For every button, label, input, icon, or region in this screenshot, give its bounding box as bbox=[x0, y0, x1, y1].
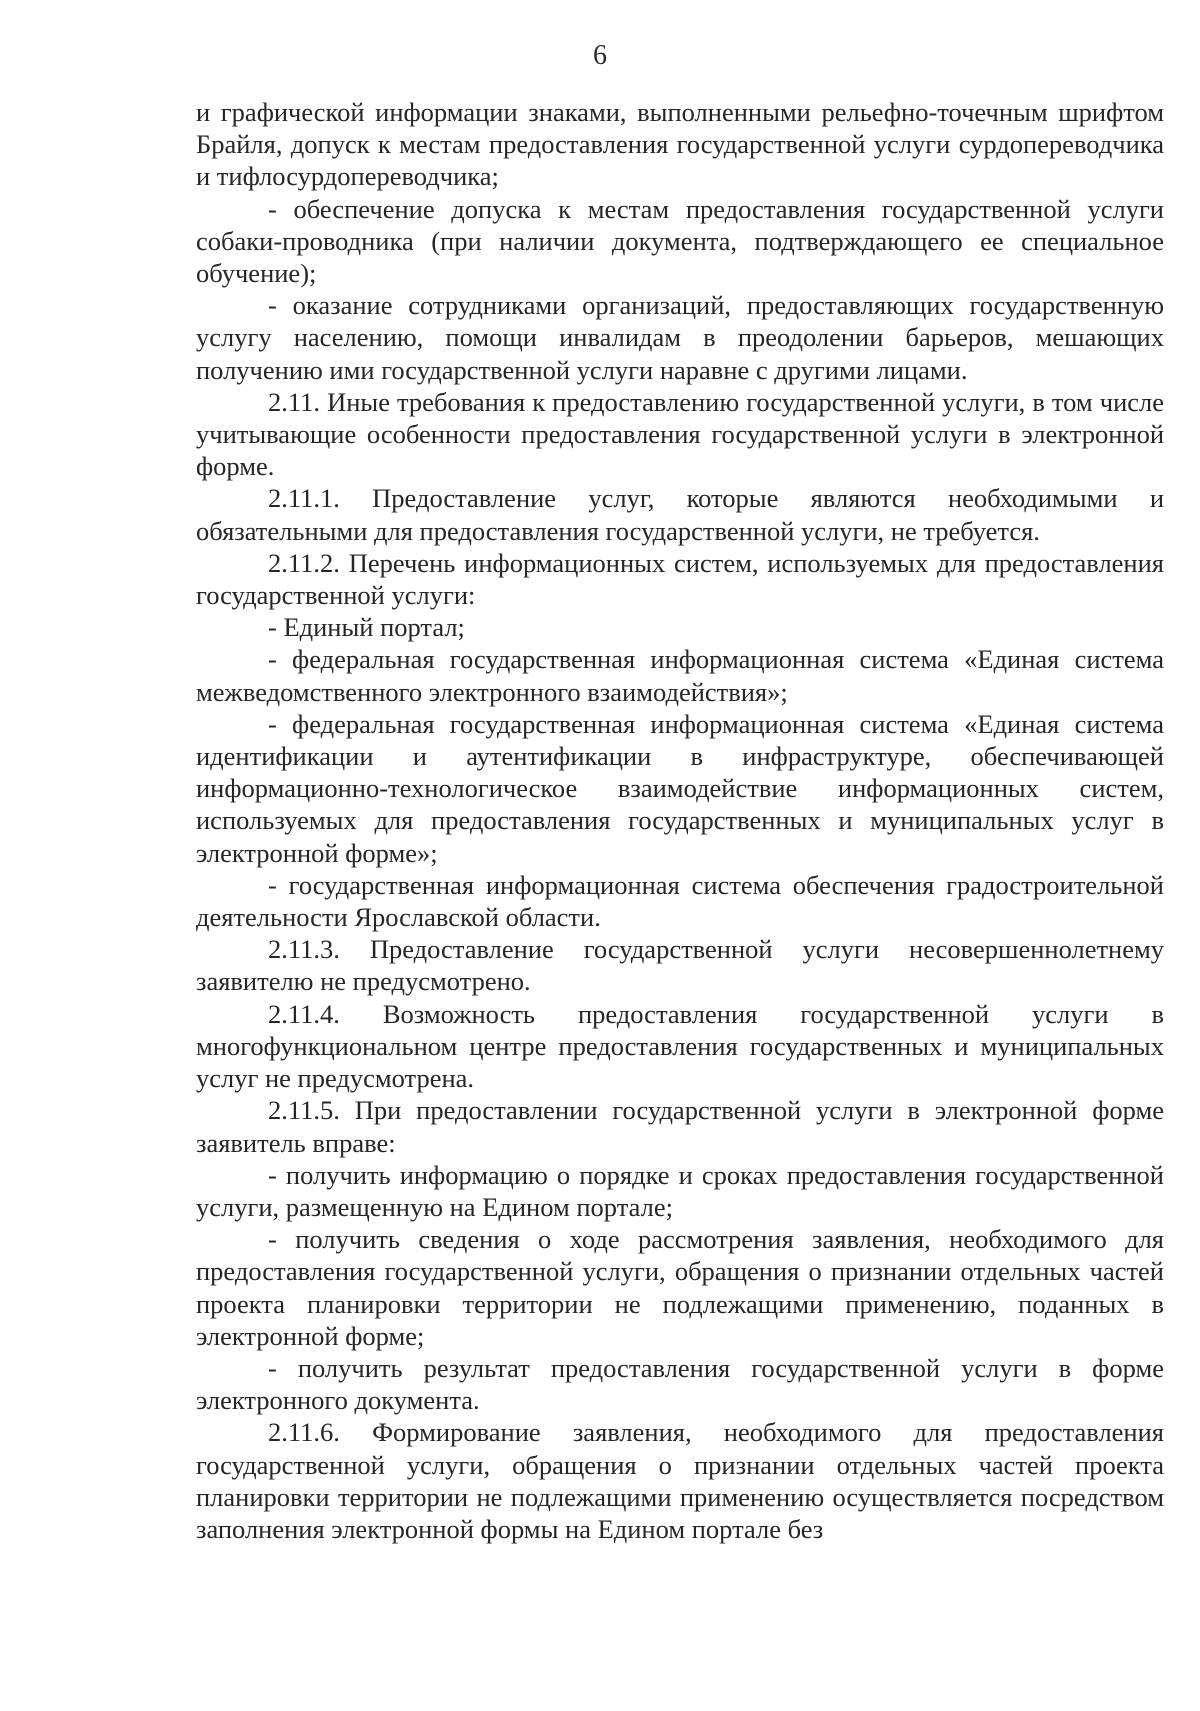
list-item-isogd: - государственная информационная система обеспечения градостроительной деятельности Ярославской области. bbox=[196, 869, 1164, 933]
list-item-get-info: - получить информацию о порядке и сроках предоставления государственной услуги, размещенную на Едином портале; bbox=[196, 1159, 1164, 1222]
list-item-unified-portal: - Единый портал; bbox=[268, 612, 465, 643]
document-body bbox=[196, 96, 1164, 1545]
list-item-esia: - федеральная государственная информационная система «Единая система идентификации и аутентификации в инфраструктуре, обеспечивающей информационно-технологическое взаимодействие информационных систем, используемых для предоставления государственных и муниципальных услуг в электронной форме»; bbox=[196, 708, 1164, 868]
list-item-get-status: - получить сведения о ходе рассмотрения заявления, необходимого для предоставления государственной услуги, обращения о признании отдельных частей проекта планировки территории не подлежащими применению, поданных в электронной форме; bbox=[196, 1224, 1164, 1351]
list-item-get-result: - получить результат предоставления государственной услуги в форме электронного документа. bbox=[196, 1352, 1164, 1416]
paragraph-2-11-5: 2.11.5. При предоставлении государственной услуги в электронной форме заявитель вправе: bbox=[196, 1095, 1164, 1158]
paragraph-2-11-4: 2.11.4. Возможность предоставления государственной услуги в многофункциональном центре предоставления государственных и муниципальных услуг не предусмотрена. bbox=[196, 998, 1164, 1094]
paragraph-2-11-3: 2.11.3. Предоставление государственной услуги несовершеннолетнему заявителю не предусмотрено. bbox=[196, 934, 1164, 997]
page-number: 6 bbox=[593, 40, 607, 71]
list-item-smev: - федеральная государственная информационная система «Единая система межведомственного электронного взаимодействия»; bbox=[196, 644, 1164, 707]
paragraph-guide-dog-access: - обеспечение допуска к местам предоставления государственной услуги собаки-проводника (при наличии документа, подтверждающего ее специальное обучение); bbox=[196, 193, 1164, 289]
paragraph-continuation: и графической информации знаками, выполненными рельефно-точечным шрифтом Брайля, допуск к местам предоставления государственной услуги сурдопереводчика и тифлосурдопереводчика; bbox=[196, 97, 1164, 192]
paragraph-2-11-1: 2.11.1. Предоставление услуг, которые являются необходимыми и обязательными для предоставления государственной услуги, не требуется. bbox=[196, 483, 1164, 546]
paragraph-2-11-6: 2.11.6. Формирование заявления, необходимого для предоставления государственной услуги, обращения о признании отдельных частей проекта планировки территории не подлежащими применению осуществляется посредством заполнения электронной формы на Едином портале без bbox=[196, 1417, 1164, 1544]
paragraph-2-11-2: 2.11.2. Перечень информационных систем, используемых для предоставления государственной услуги: bbox=[196, 547, 1164, 611]
paragraph-staff-assistance: - оказание сотрудниками организаций, предоставляющих государственную услугу населению, помощи инвалидам в преодолении барьеров, мешающих получению ими государственной услуги наравне с другими лицами. bbox=[196, 290, 1164, 385]
paragraph-2-11: 2.11. Иные требования к предоставлению государственной услуги, в том числе учитывающие особенности предоставления государственной услуги в электронной форме. bbox=[196, 386, 1164, 482]
